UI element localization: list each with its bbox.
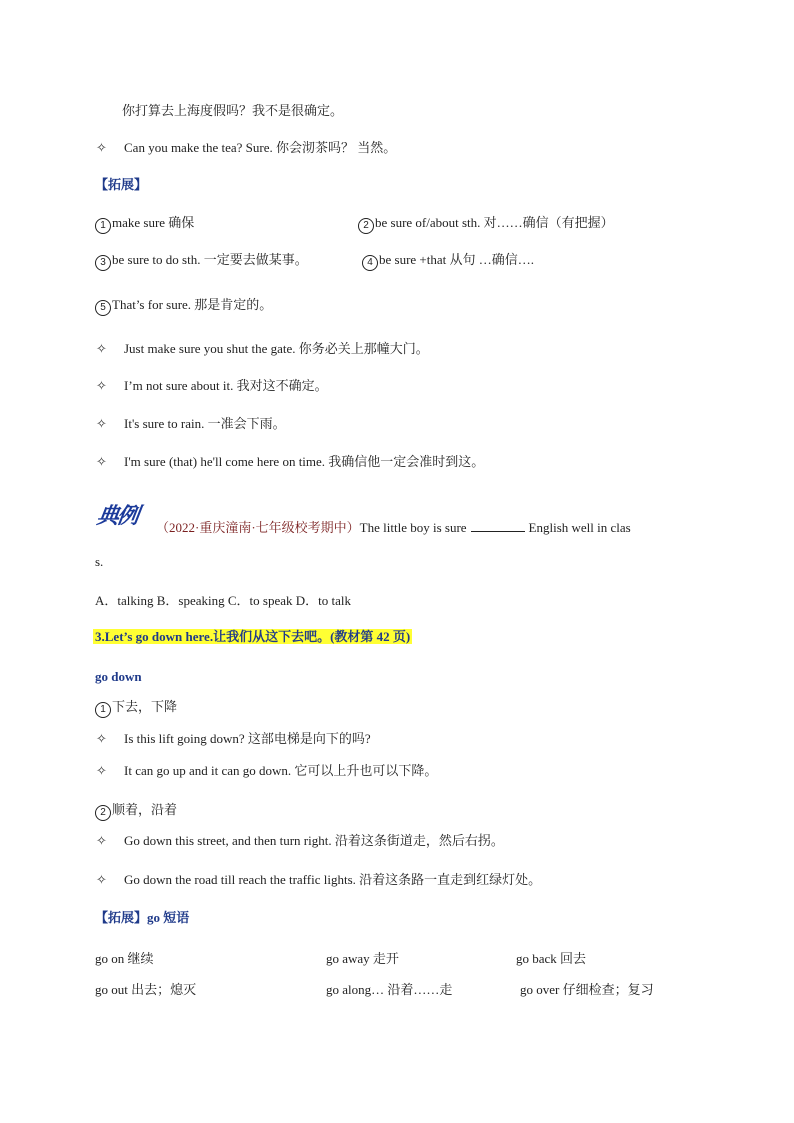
extension-item-3 [95, 251, 308, 271]
bullet-icon: ✧ [96, 141, 107, 156]
extension-item-5 [95, 296, 272, 316]
example-text: I’m not sure about it. 我对这不确定。 [124, 378, 328, 393]
question-line [156, 519, 631, 537]
go-phrases-heading: 【拓展】go 短语 [95, 910, 190, 925]
typical-example-logo: 典例 [95, 503, 139, 529]
bullet-icon: ✧ [96, 455, 107, 470]
bullet-icon: ✧ [96, 379, 107, 394]
question-source: （2022·重庆潼南·七年级校考期中） [156, 520, 360, 535]
example-row [96, 415, 286, 434]
bullet-icon: ✧ [96, 342, 107, 357]
phrase-item: go back 回去 [516, 951, 587, 966]
section-3-title-text: 3.Let’s go down here.让我们从这下去吧。(教材第 42 页) [95, 629, 411, 644]
question-text-a: The little boy is sure [359, 520, 467, 535]
example-text: Go down the road till reach the traffic lights. 沿着这条路一直走到红绿灯处。 [124, 872, 542, 887]
section-3-title [93, 628, 412, 646]
extension-text: be sure +that 从句 …确信…. [379, 252, 535, 267]
example-row [96, 730, 371, 749]
example-text: Just make sure you shut the gate. 你务必关上那幢大门。 [124, 341, 429, 356]
bullet-icon: ✧ [96, 834, 107, 849]
top-line: 你打算去上海度假吗？我不是很确定。 [122, 103, 344, 118]
example-text: Can you make the tea? Sure. 你会沏茶吗？ 当然。 [124, 140, 397, 155]
example-row [96, 832, 504, 851]
extension-item-4 [362, 251, 534, 271]
question-text-b: English well in clas [528, 520, 631, 535]
extension-item-2 [358, 214, 614, 234]
go-down-heading: go down [95, 669, 142, 684]
example-text: Is this lift going down? 这部电梯是向下的吗? [124, 731, 371, 746]
example-tea [96, 139, 396, 158]
bullet-icon: ✧ [96, 873, 107, 888]
phrase-item: go on 继续 [95, 951, 154, 966]
example-row [96, 377, 328, 396]
phrase-item: go over 仔细检查；复习 [520, 982, 654, 997]
bullet-icon: ✧ [96, 764, 107, 779]
circled-number-icon: 1 [95, 218, 111, 234]
example-row [96, 453, 484, 472]
example-text: It's sure to rain. 一准会下雨。 [124, 416, 286, 431]
extension-heading: 【拓展】 [95, 177, 148, 192]
phrase-item: go out 出去；熄灭 [95, 982, 197, 997]
sense-label: 顺着，沿着 [112, 802, 178, 817]
example-row [96, 871, 541, 890]
example-row [96, 762, 437, 781]
example-text: I'm sure (that) he'll come here on time. 我确信他一定会准时到这。 [124, 454, 485, 469]
sense-2 [95, 801, 177, 821]
answer-options: A．talking B．speaking C．to speak D．to talk [95, 593, 352, 608]
circled-number-icon: 1 [95, 702, 111, 718]
extension-text: make sure 确保 [112, 215, 195, 230]
sense-label: 下去，下降 [112, 699, 178, 714]
circled-number-icon: 3 [95, 255, 111, 271]
example-row [96, 340, 429, 359]
extension-text: That’s for sure. 那是肯定的。 [112, 297, 273, 312]
bullet-icon: ✧ [96, 732, 107, 747]
phrase-item: go along… 沿着……走 [326, 982, 453, 997]
circled-number-icon: 2 [358, 218, 374, 234]
answer-blank[interactable] [471, 519, 525, 532]
circled-number-icon: 5 [95, 300, 111, 316]
bullet-icon: ✧ [96, 417, 107, 432]
extension-item-1 [95, 214, 194, 234]
example-text: It can go up and it can go down. 它可以上升也可以下降。 [124, 763, 438, 778]
sense-1 [95, 698, 177, 718]
circled-number-icon: 2 [95, 805, 111, 821]
question-text-wrap: s. [95, 554, 104, 569]
phrase-item: go away 走开 [326, 951, 399, 966]
extension-text: be sure of/about sth. 对……确信（有把握） [375, 215, 614, 230]
extension-text: be sure to do sth. 一定要去做某事。 [112, 252, 308, 267]
example-text: Go down this street, and then turn right. 沿着这条街道走，然后右拐。 [124, 833, 504, 848]
circled-number-icon: 4 [362, 255, 378, 271]
